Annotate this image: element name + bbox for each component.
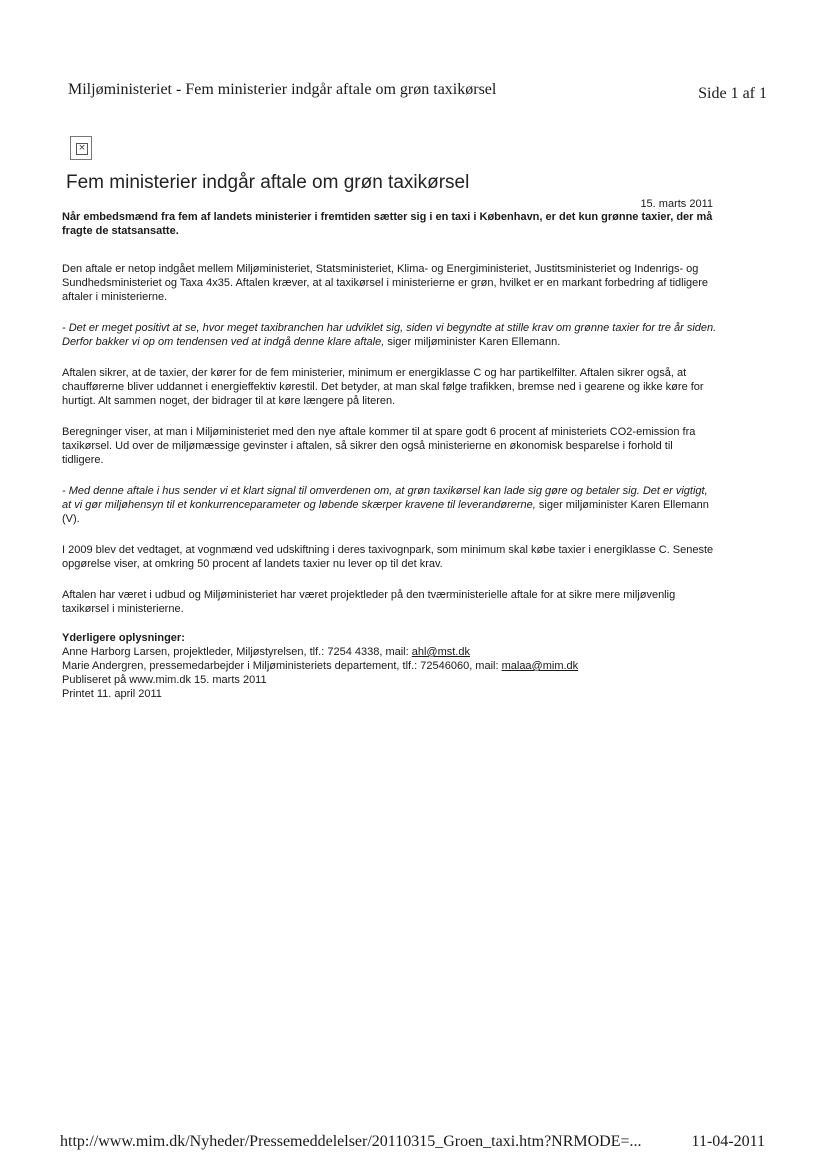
- printed-line: Printet 11. april 2011: [62, 688, 162, 700]
- published-line: Publiseret på www.mim.dk 15. marts 2011: [62, 674, 267, 686]
- quote-1-attribution: siger miljøminister Karen Ellemann.: [384, 336, 561, 348]
- paragraph-3: Beregninger viser, at man i Miljøministeriet med den nye aftale kommer til at spare godt 6 procent af ministeriets CO2-emission fra taxikørsel. Ud over de miljømæssige gevinster i aftalen, så sikrer den også ministerierne en økonomisk besparelse i forhold til tidligere.: [62, 426, 696, 466]
- print-header-title: Miljøministeriet - Fem ministerier indgår aftale om grøn taxikørsel: [68, 81, 497, 98]
- contact-info: [62, 631, 717, 701]
- print-header-page-number: Side 1 af 1: [698, 85, 767, 102]
- paragraph-5: Aftalen har været i udbud og Miljøministeriet har været projektleder på den tværministerielle aftale for at sikre mere miljøvenlig taxikørsel i ministerierne.: [62, 589, 676, 615]
- print-footer-url: http://www.mim.dk/Nyheder/Pressemeddelelser/20110315_Groen_taxi.htm?NRMODE=...: [60, 1133, 642, 1150]
- paragraph-1: Den aftale er netop indgået mellem Miljøministeriet, Statsministeriet, Klima- og Energiministeriet, Justitsministeriet og Indenrigs- og Sundhedsministeriet og Taxa 4x35. Aftalen kræver, at al taxikørsel i ministerierne er grøn, hvilket er en markant forbedring af tidligere aftaler i ministerierne.: [62, 263, 709, 303]
- paragraph-4: I 2009 blev det vedtaget, at vognmænd ved udskiftning i deres taxivognpark, som minimum skal købe taxier i energiklasse C. Seneste opgørelse viser, at omkring 50 procent af landets taxier nu lever op til det krav.: [62, 544, 714, 570]
- contact-1-text: Anne Harborg Larsen, projektleder, Miljøstyrelsen, tlf.: 7254 4338, mail:: [62, 646, 412, 658]
- quote-1: [62, 321, 717, 349]
- paragraph-2: Aftalen sikrer, at de taxier, der kører for de fem ministerier, minimum er energiklasse C og har partikelfilter. Aftalen sikrer også, at chaufførerne bliver uddannet i energieffektiv kørestil. Det betyder, at man skal følge trafikken, bremse ned i gearene og ikke køre for hurtigt. Alt sammen noget, der bidrager til at køre længere på literen.: [62, 367, 704, 407]
- contact-heading: Yderligere oplysninger:: [62, 632, 185, 644]
- quote-2-text: - Med denne aftale i hus sender vi et klart signal til omverdenen om, at grøn taxikørsel kan lade sig gøre og betaler sig. Det er vigtigt, at vi gør miljøhensyn til et konkurrenceparameter og løbende skærper kravene til leverandørerne,: [62, 485, 708, 511]
- quote-1-text: - Det er meget positivt at se, hvor meget taxibranchen har udviklet sig, siden vi begyndte at stille krav om grønne taxier for tre år siden. Derfor bakker vi op om tendensen ved at indgå denne klare aftale,: [62, 322, 717, 348]
- contact-line-2: [62, 659, 717, 673]
- quote-2-attribution: siger miljøminister Karen Ellemann (V).: [62, 499, 709, 525]
- article-lead: Når embedsmænd fra fem af landets ministerier i fremtiden sætter sig i en taxi i København, er det kun grønne taxier, der må fragte de statsansatte.: [62, 211, 713, 237]
- article-body: [62, 210, 717, 701]
- article-date: 15. marts 2011: [640, 198, 713, 210]
- contact-2-mail-link[interactable]: malaa@mim.dk: [501, 660, 579, 672]
- broken-image-icon: [70, 136, 92, 160]
- image-placeholder-x-icon: ×: [76, 143, 88, 155]
- article-title: Fem ministerier indgår aftale om grøn taxikørsel: [66, 172, 470, 193]
- contact-line-1: [62, 645, 717, 659]
- quote-2: [62, 484, 717, 526]
- contact-1-mail-link[interactable]: ahl@mst.dk: [411, 646, 470, 658]
- print-footer-date: 11-04-2011: [691, 1133, 765, 1150]
- contact-2-text: Marie Andergren, pressemedarbejder i Miljøministeriets departement, tlf.: 72546060, mail:: [62, 660, 502, 672]
